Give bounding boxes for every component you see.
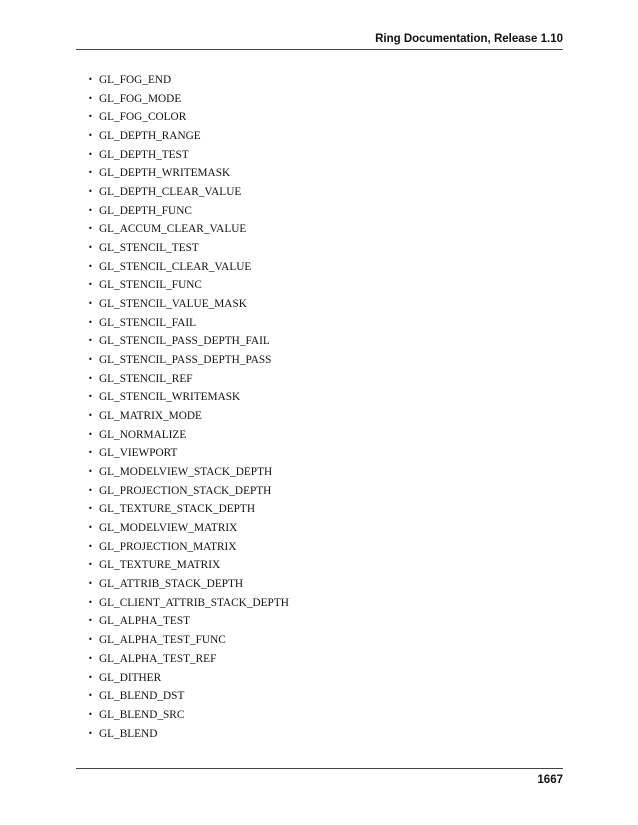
list-item — [88, 706, 289, 725]
bullet-icon: • — [88, 168, 93, 178]
constant-name: GL_VIEWPORT — [99, 447, 178, 460]
constant-name: GL_STENCIL_PASS_DEPTH_FAIL — [99, 335, 270, 348]
bullet-icon: • — [88, 485, 93, 495]
bullet-icon: • — [88, 75, 93, 84]
constant-name: GL_STENCIL_CLEAR_VALUE — [99, 260, 252, 273]
bullet-icon: • — [88, 355, 93, 365]
list-item — [88, 669, 289, 688]
list-item — [88, 556, 289, 575]
list-item — [88, 239, 289, 258]
list-item — [88, 202, 289, 221]
list-item — [88, 220, 289, 239]
constant-name: GL_STENCIL_WRITEMASK — [99, 391, 241, 404]
constant-name: GL_TEXTURE_MATRIX — [99, 559, 221, 572]
list-item — [88, 90, 289, 109]
constant-name: GL_STENCIL_FAIL — [99, 316, 197, 329]
bullet-icon: • — [88, 243, 93, 253]
bullet-icon: • — [88, 579, 93, 589]
bullet-icon: • — [88, 299, 93, 309]
bullet-icon: • — [88, 728, 93, 738]
constant-name: GL_DEPTH_FUNC — [99, 204, 192, 217]
constant-name: GL_ALPHA_TEST_FUNC — [99, 634, 226, 647]
bullet-icon: • — [88, 672, 93, 682]
list-item — [88, 519, 289, 538]
constant-name: GL_FOG_END — [99, 74, 172, 86]
bullet-icon: • — [88, 560, 93, 570]
bullet-icon: • — [88, 392, 93, 402]
list-item — [88, 370, 289, 389]
list-item — [88, 388, 289, 407]
list-item — [88, 575, 289, 594]
list-item — [88, 127, 289, 146]
list-item — [88, 146, 289, 165]
constant-name: GL_STENCIL_TEST — [99, 242, 199, 255]
list-item — [88, 164, 289, 183]
bullet-icon: • — [88, 616, 93, 626]
running-header: Ring Documentation, Release 1.10 — [375, 33, 563, 45]
bullet-icon: • — [88, 112, 93, 122]
list-item — [88, 538, 289, 557]
constant-name: GL_ATTRIB_STACK_DEPTH — [99, 578, 244, 591]
list-item — [88, 500, 289, 519]
bullet-icon: • — [88, 541, 93, 551]
constant-name: GL_BLEND_SRC — [99, 708, 185, 721]
bullet-icon: • — [88, 635, 93, 645]
list-item — [88, 444, 289, 463]
bullet-icon: • — [88, 653, 93, 663]
constant-name: GL_BLEND_DST — [99, 690, 185, 703]
constant-name: GL_FOG_MODE — [99, 92, 182, 105]
constant-name: GL_STENCIL_PASS_DEPTH_PASS — [99, 354, 272, 367]
constant-name: GL_MATRIX_MODE — [99, 410, 202, 423]
list-item — [88, 295, 289, 314]
constant-name: GL_PROJECTION_STACK_DEPTH — [99, 484, 272, 497]
header-divider — [76, 49, 563, 50]
bullet-icon: • — [88, 411, 93, 421]
list-item — [88, 426, 289, 445]
bullet-icon: • — [88, 224, 93, 234]
bullet-icon: • — [88, 467, 93, 477]
bullet-icon: • — [88, 504, 93, 514]
list-item — [88, 108, 289, 127]
constant-name: GL_ACCUM_CLEAR_VALUE — [99, 223, 247, 236]
bullet-icon: • — [88, 709, 93, 719]
constant-name: GL_BLEND — [99, 727, 158, 740]
constant-name: GL_FOG_COLOR — [99, 111, 187, 124]
constant-name: GL_ALPHA_TEST_REF — [99, 652, 217, 665]
list-item — [88, 482, 289, 501]
list-item — [88, 314, 289, 333]
bullet-icon: • — [88, 336, 93, 346]
list-item — [88, 612, 289, 631]
bullet-icon: • — [88, 93, 93, 103]
list-item — [88, 332, 289, 351]
list-item — [88, 71, 289, 90]
constant-name: GL_NORMALIZE — [99, 428, 187, 441]
bullet-icon: • — [88, 523, 93, 533]
bullet-icon: • — [88, 317, 93, 327]
list-item — [88, 463, 289, 482]
list-item — [88, 407, 289, 426]
list-item — [88, 650, 289, 669]
list-item — [88, 258, 289, 277]
bullet-icon: • — [88, 448, 93, 458]
constant-name: GL_STENCIL_VALUE_MASK — [99, 298, 247, 311]
list-item — [88, 183, 289, 202]
constant-list — [88, 71, 289, 743]
constant-name: GL_PROJECTION_MATRIX — [99, 540, 237, 553]
constant-name: GL_MODELVIEW_MATRIX — [99, 522, 238, 535]
list-item — [88, 594, 289, 613]
constant-name: GL_STENCIL_FUNC — [99, 279, 202, 292]
bullet-icon: • — [88, 187, 93, 197]
bullet-icon: • — [88, 597, 93, 607]
list-item — [88, 631, 289, 650]
bullet-icon: • — [88, 205, 93, 215]
constant-name: GL_DITHER — [99, 671, 162, 684]
bullet-icon: • — [88, 149, 93, 159]
constant-name: GL_STENCIL_REF — [99, 372, 193, 385]
constant-name: GL_CLIENT_ATTRIB_STACK_DEPTH — [99, 596, 289, 609]
constant-name: GL_DEPTH_RANGE — [99, 130, 201, 143]
constant-name: GL_ALPHA_TEST — [99, 615, 190, 628]
constant-name: GL_DEPTH_CLEAR_VALUE — [99, 186, 242, 199]
list-item — [88, 351, 289, 370]
bullet-icon: • — [88, 261, 93, 271]
page-number: 1667 — [537, 774, 563, 786]
list-item — [88, 725, 289, 744]
list-item — [88, 687, 289, 706]
constant-name: GL_DEPTH_WRITEMASK — [99, 167, 231, 180]
bullet-icon: • — [88, 131, 93, 141]
constant-name: GL_TEXTURE_STACK_DEPTH — [99, 503, 255, 516]
constant-name: GL_MODELVIEW_STACK_DEPTH — [99, 466, 273, 479]
list-item — [88, 276, 289, 295]
constant-name: GL_DEPTH_TEST — [99, 148, 189, 161]
bullet-icon: • — [88, 373, 93, 383]
bullet-icon: • — [88, 429, 93, 439]
bullet-icon: • — [88, 691, 93, 701]
bullet-icon: • — [88, 280, 93, 290]
footer-divider — [76, 768, 563, 769]
